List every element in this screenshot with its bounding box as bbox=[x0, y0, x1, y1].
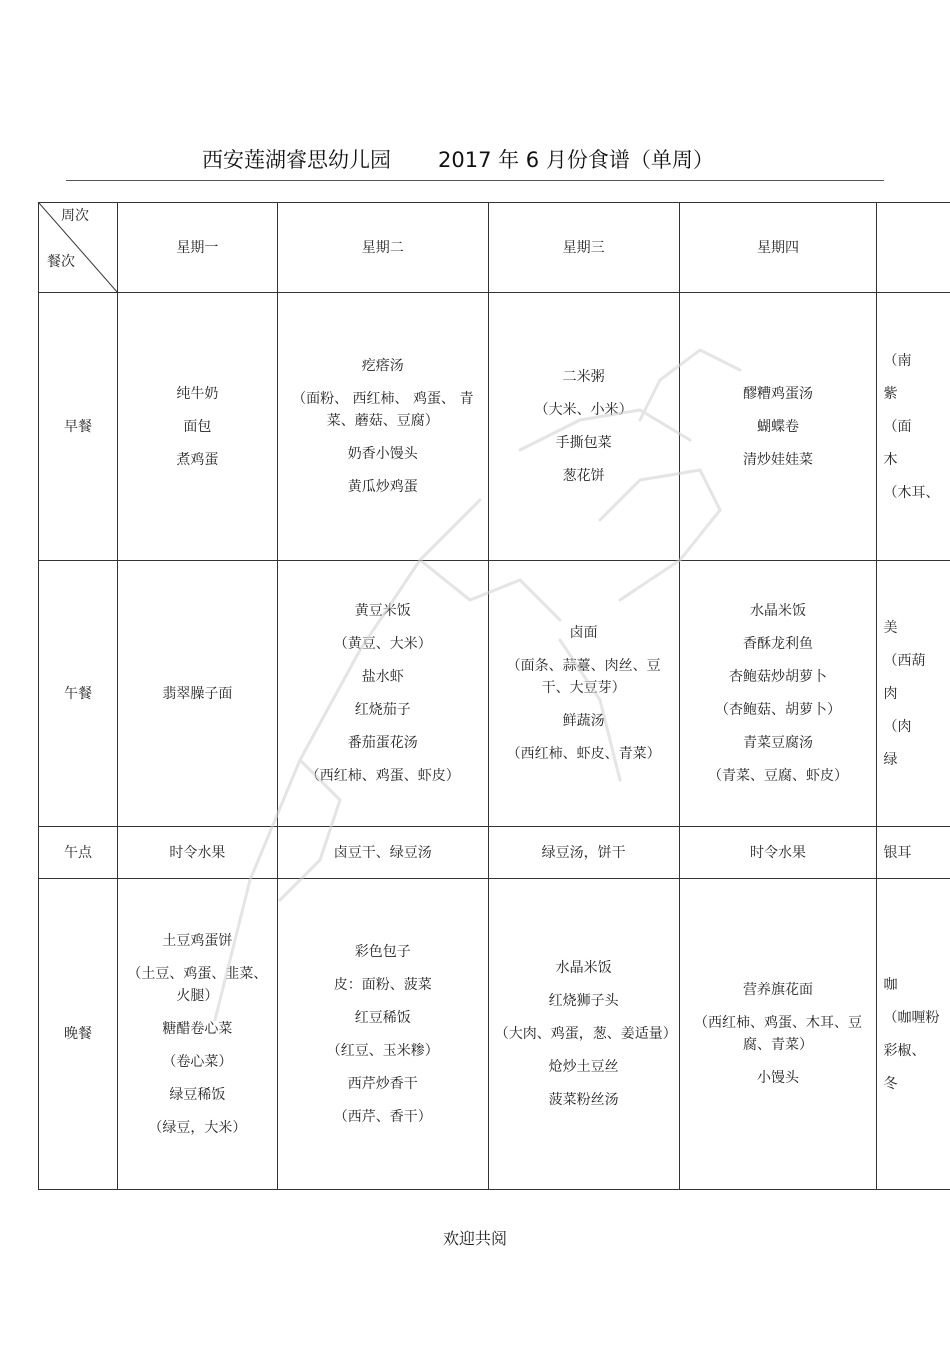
menu-item: （西红柿、虾皮、青菜） bbox=[506, 746, 661, 762]
menu-item: 冬 bbox=[883, 1075, 898, 1092]
menu-item: （大肉、鸡蛋，葱、姜适量） bbox=[494, 1026, 677, 1042]
meal-label: 晚餐 bbox=[39, 879, 118, 1190]
menu-cell bbox=[117, 293, 277, 561]
page-title bbox=[0, 140, 950, 174]
menu-item: 翡翠臊子面 bbox=[162, 685, 233, 702]
menu-item: （卷心菜） bbox=[162, 1053, 233, 1070]
menu-item: 土豆鸡蛋饼 bbox=[162, 932, 233, 949]
menu-item: 黄瓜炒鸡蛋 bbox=[347, 479, 418, 495]
footer-text: 欢迎共阅 bbox=[442, 1229, 507, 1248]
menu-item: 盐水虾 bbox=[361, 669, 404, 685]
menu-item: （咖喱粉 bbox=[883, 1009, 940, 1026]
meal-row bbox=[39, 561, 950, 827]
menu-item: 鲜蔬汤 bbox=[562, 713, 605, 729]
day-header: 星期三 bbox=[488, 203, 679, 293]
title-divider bbox=[66, 180, 884, 181]
menu-item: 糖醋卷心菜 bbox=[162, 1020, 233, 1037]
menu-item: 小馒头 bbox=[757, 1070, 800, 1086]
menu-item: 手撕包菜 bbox=[555, 435, 612, 451]
menu-cell-partial bbox=[877, 293, 950, 561]
menu-item: 紫 bbox=[883, 385, 898, 402]
menu-cell bbox=[117, 827, 277, 879]
menu-cell bbox=[488, 561, 679, 827]
menu-item: （南 bbox=[883, 352, 912, 369]
menu-cell-partial bbox=[877, 561, 950, 827]
day-header: 星期二 bbox=[277, 203, 488, 293]
menu-cell bbox=[277, 827, 488, 879]
corner-cell bbox=[39, 203, 118, 293]
menu-item: 青菜豆腐汤 bbox=[743, 735, 814, 751]
menu-item: 水晶米饭 bbox=[750, 603, 807, 619]
menu-item: 木 bbox=[883, 451, 898, 468]
menu-item: 红烧狮子头 bbox=[548, 993, 619, 1009]
title-school: 西安莲湖睿思幼儿园 bbox=[202, 148, 391, 172]
menu-item: 美 bbox=[883, 619, 898, 636]
menu-cell bbox=[117, 561, 277, 827]
menu-item: 清炒娃娃菜 bbox=[743, 451, 814, 468]
menu-item: 香酥龙利鱼 bbox=[743, 636, 814, 652]
menu-item: 番茄蛋花汤 bbox=[347, 735, 418, 751]
menu-item: 卤豆干、绿豆汤 bbox=[333, 844, 432, 861]
title-period: 2017 年 6 月份食谱（单周） bbox=[438, 148, 714, 172]
corner-week-label: 周次 bbox=[60, 208, 89, 224]
meal-row bbox=[39, 879, 950, 1190]
menu-item: 营养旗花面 bbox=[743, 982, 814, 998]
menu-item: （黄豆、大米） bbox=[333, 636, 432, 652]
menu-item: 红烧茄子 bbox=[354, 702, 411, 718]
menu-cell bbox=[277, 293, 488, 561]
menu-item: （土豆、鸡蛋、韭菜、火腿） bbox=[127, 965, 268, 1004]
menu-item: （木耳、 bbox=[883, 484, 940, 501]
menu-table bbox=[38, 202, 950, 1190]
menu-cell bbox=[117, 879, 277, 1190]
menu-item: 时令水果 bbox=[169, 844, 226, 861]
menu-item: 黄豆米饭 bbox=[354, 603, 411, 619]
menu-item: （青菜、豆腐、虾皮） bbox=[708, 768, 849, 784]
menu-item: （绿豆，大米） bbox=[148, 1119, 247, 1136]
menu-item: 杏鲍菇炒胡萝卜 bbox=[729, 669, 828, 685]
menu-item: （面粉、 西红柿、 鸡蛋、 青菜、蘑菇、豆腐） bbox=[292, 391, 474, 429]
menu-cell bbox=[488, 879, 679, 1190]
menu-item: （红豆、玉米糁） bbox=[326, 1042, 439, 1059]
menu-item: （大米、小米） bbox=[534, 402, 633, 418]
menu-item: 红豆稀饭 bbox=[354, 1009, 411, 1026]
menu-item: 咖 bbox=[883, 976, 898, 993]
menu-item: 疙瘩汤 bbox=[361, 358, 404, 374]
menu-item: 蝴蝶卷 bbox=[757, 418, 800, 435]
menu-item: 绿豆稀饭 bbox=[169, 1086, 226, 1103]
menu-cell bbox=[488, 293, 679, 561]
menu-item: 纯牛奶 bbox=[176, 385, 219, 402]
menu-cell-partial bbox=[877, 879, 950, 1190]
day-header: 星期四 bbox=[679, 203, 877, 293]
menu-item: 银耳 bbox=[883, 844, 912, 861]
day-header: 星期一 bbox=[117, 203, 277, 293]
menu-cell bbox=[679, 827, 877, 879]
menu-item: 西芹炒香干 bbox=[347, 1075, 418, 1092]
menu-item: 煮鸡蛋 bbox=[176, 451, 219, 468]
menu-item: 葱花饼 bbox=[562, 468, 605, 484]
menu-item: 彩色包子 bbox=[354, 943, 411, 960]
menu-item: （西红柿、鸡蛋、虾皮） bbox=[305, 768, 460, 784]
menu-item: （面 bbox=[883, 418, 912, 435]
menu-cell bbox=[488, 827, 679, 879]
menu-item: （西芹、香干） bbox=[333, 1108, 432, 1125]
menu-item: （面条、蒜薹、肉丝、豆干、大豆芽） bbox=[506, 658, 661, 696]
menu-cell bbox=[679, 561, 877, 827]
menu-item: （西葫 bbox=[883, 652, 926, 669]
menu-item: 时令水果 bbox=[750, 844, 807, 861]
menu-item: 奶香小馒头 bbox=[347, 446, 418, 462]
day-header-cut bbox=[877, 203, 950, 293]
menu-cell-partial bbox=[877, 827, 950, 879]
menu-cell bbox=[277, 879, 488, 1190]
menu-item: 绿 bbox=[883, 751, 898, 768]
menu-item: （西红柿、鸡蛋、木耳、豆腐、青菜） bbox=[694, 1015, 863, 1053]
menu-item: 炝炒土豆丝 bbox=[548, 1059, 619, 1075]
menu-item: 醪糟鸡蛋汤 bbox=[743, 385, 814, 402]
menu-item: 皮：面粉、菠菜 bbox=[333, 976, 432, 993]
menu-item: 绿豆汤，饼干 bbox=[541, 844, 626, 861]
menu-cell bbox=[679, 293, 877, 561]
corner-meal-label: 餐次 bbox=[47, 254, 75, 270]
header-row bbox=[39, 203, 950, 293]
menu-item: 二米粥 bbox=[562, 369, 605, 385]
menu-item: 彩椒、 bbox=[883, 1042, 926, 1059]
meal-row bbox=[39, 827, 950, 879]
meal-row bbox=[39, 293, 950, 561]
menu-item: （肉 bbox=[883, 718, 912, 735]
menu-item: 卤面 bbox=[569, 625, 598, 641]
menu-item: 菠菜粉丝汤 bbox=[548, 1092, 619, 1108]
meal-label: 午餐 bbox=[39, 561, 118, 827]
menu-cell bbox=[679, 879, 877, 1190]
menu-item: 面包 bbox=[183, 418, 212, 435]
meal-label: 午点 bbox=[39, 827, 118, 879]
meal-label: 早餐 bbox=[39, 293, 118, 561]
menu-item: 水晶米饭 bbox=[555, 960, 612, 976]
menu-item: （杏鲍菇、胡萝卜） bbox=[715, 702, 842, 718]
menu-item: 肉 bbox=[883, 685, 898, 702]
menu-cell bbox=[277, 561, 488, 827]
